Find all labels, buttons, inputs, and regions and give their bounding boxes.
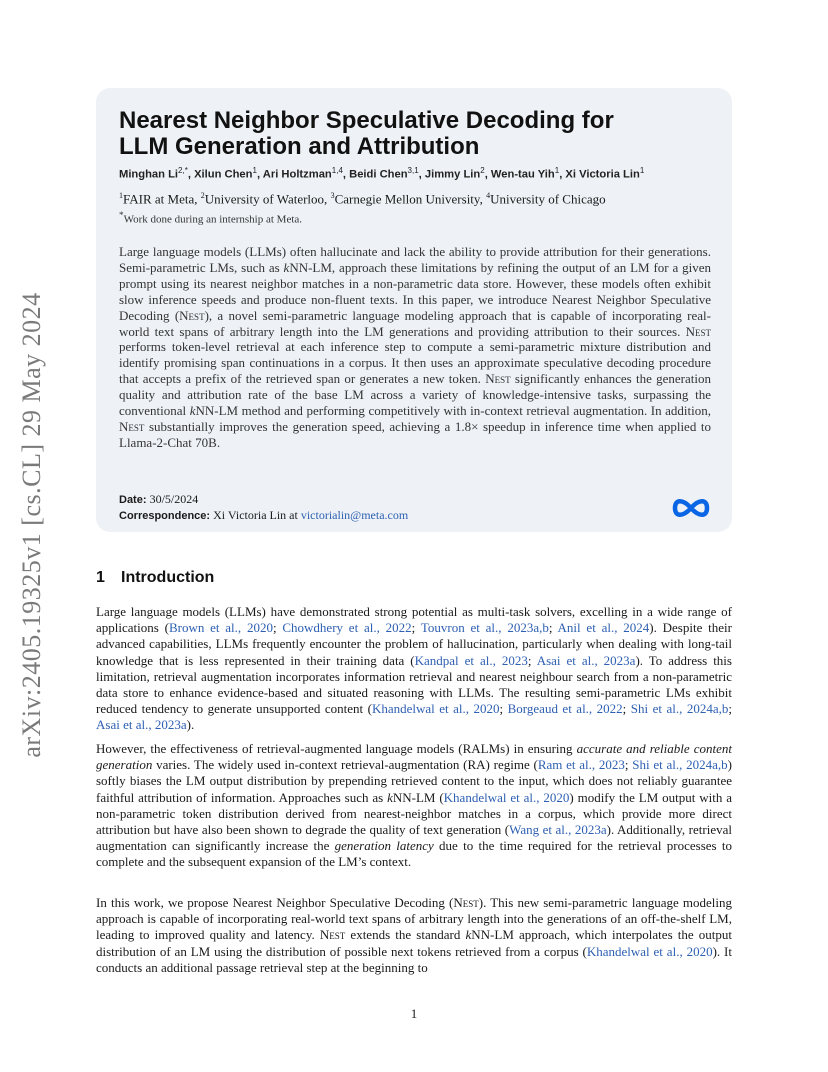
affil-text: Carnegie Mellon University, (334, 191, 487, 207)
affiliations (119, 191, 711, 207)
correspondence-name: Xi Victoria Lin at (213, 508, 301, 522)
author-name: Minghan Li (119, 168, 179, 181)
citation-link[interactable]: Touvron et al., 2023a,b (420, 620, 549, 636)
affil-mark: 4 (486, 191, 491, 200)
citation-link[interactable]: Ram et al., 2023 (537, 757, 625, 773)
affil-mark: 1 (119, 191, 123, 200)
correspondence-label: Correspondence: (119, 510, 211, 522)
correspondence-line (119, 508, 711, 523)
arxiv-identifier (12, 290, 52, 760)
intro-paragraph-2: However, the effectiveness of retrieval-augmented language models (RALMs) in ensuring accurate and reliable content generation varies. The widely used in-context retrieval-augmentation (RA) regime (Ram et al., 2023; Shi et al., 2024a,b) softly biases the LM output distribution by prepending retrieved content to the input, which does not reliably guarantee faithful attribution of information. Approaches such as kNN-LM (Khandelwal et al., 2020) modify the LM output with a non-parametric token distribution derived from nearest-neighbor matches in a corpus, which provide more direct attribution but have also been shown to degrade the quality of text generation (Wang et al., 2023a). Additionally, retrieval augmentation can significantly increase the generation latency due to the time required for the retrieval processes to complete and the subsequent expansion of the LM’s context. (96, 741, 733, 870)
section-number: 1 (96, 569, 105, 586)
date-line (119, 492, 711, 507)
author-affil-mark: 1 (252, 166, 257, 175)
citation-link[interactable]: Asai et al., 2023a (536, 652, 636, 668)
citation-link[interactable]: Chowdhery et al., 2022 (282, 620, 412, 636)
date-value: 30/5/2024 (149, 492, 199, 506)
author-list: Minghan $Li^{2,*}$, Xilun Chen$^1$, Ari Holtzman$^{1,4}$, Beidi Chen$^{3,1}$, Jimmy Lin$^2$, Wen-tau Yih$^1$, Xi Victoria Lin$^1$ (119, 166, 645, 181)
author-name: Ari Holtzman (262, 168, 332, 181)
citation-link[interactable]: Khandelwal et al., 2020 (586, 943, 713, 959)
note-text: Work done during an internship at Meta. (123, 213, 303, 226)
citation-link[interactable]: Brown et al., 2020 (168, 620, 273, 636)
author-affil-mark: 2 (480, 166, 485, 175)
affil-text: University of Waterloo, (204, 191, 331, 207)
author-name: Jimmy Lin (424, 168, 481, 181)
citation-link[interactable]: Anil et al., 2024 (557, 620, 650, 636)
intro-paragraph-3: In this work, we propose Nearest Neighbor Speculative Decoding (Nest). This new semi-parametric language modeling approach is capable of incorporating real-world text spans of arbitrary length into the generations of an off-the-shelf LM, leading to improved quality and latency. Nest extends the standard kNN-LM approach, which interpolates the output distribution of an LM using the distribution of possible next tokens retrieved from a corpus (Khandelwal et al., 2020). It conducts an additional passage retrieval step at the beginning to (96, 895, 733, 975)
author-affil-mark: 3,1 (407, 166, 419, 175)
affil-text: University of Chicago (490, 191, 606, 207)
author-name: Xilun Chen (194, 168, 253, 181)
internship-note (119, 210, 711, 226)
meta-logo-icon (670, 496, 712, 520)
citation-link[interactable]: Borgeaud et al., 2022 (507, 701, 623, 717)
author-name: Beidi Chen (349, 168, 408, 181)
citation-link[interactable]: Wang et al., 2023a (509, 822, 607, 838)
citation-link[interactable]: Khandelwal et al., 2020 (371, 701, 500, 717)
author-name: Wen-tau Yih (490, 168, 555, 181)
author-affil-mark: 2,* (178, 166, 188, 175)
author-affil-mark: 1,4 (331, 166, 343, 175)
affil-text: FAIR at Meta, (123, 191, 201, 207)
section-title: Introduction (121, 569, 215, 586)
affil-mark: 3 (330, 191, 335, 200)
arxiv-identifier-text: arXiv:2405.19325v1 [cs.CL] 29 May 2024 (17, 292, 46, 758)
citation-link[interactable]: Asai et al., 2023a (96, 717, 187, 733)
note-mark: * (119, 210, 124, 220)
author-affil-mark: 1 (554, 166, 560, 175)
correspondence-email-link[interactable]: victorialin@meta.com (300, 508, 409, 522)
intro-paragraph-1: Large language models (LLMs) have demonstrated strong potential as multi-task solvers, excelling in a wide range of applications (Brown et al., 2020; Chowdhery et al., 2022; Touvron et al., 2023a,b; Anil et al., 2024). Despite their advanced capabilities, LLMs frequently encounter the problem of hallucination, particularly when dealing with long-tail knowledge that is less represented in their training data (Kandpal et al., 2023; Asai et al., 2023a). To address this limitation, retrieval augmentation incorporates information retrieval and nearest neighbour search from a non-parametric data store to enhance evidence-based and situated reasoning with LLMs. The resulting semi-parametric LMs exhibit reduced tendency to generate unsupported content (Khandelwal et al., 2020; Borgeaud et al., 2022; Shi et al., 2024a,b; Asai et al., 2023a). (96, 604, 732, 733)
title-line-1: Nearest Neighbor Speculative Decoding for (119, 107, 614, 134)
citation-link[interactable]: Shi et al., 2024a,b (632, 757, 728, 773)
affil-mark: 2 (200, 191, 205, 200)
date-label: Date: (119, 494, 147, 506)
page-number: 1 (410, 1006, 418, 1021)
abstract: Large language models (LLMs) often hallucinate and lack the ability to provide attribution for their generations. Semi-parametric LMs, such as kNN-LM, approach these limitations by refining the output of an LM for a given prompt using its nearest neighbor matches in a non-parametric data store. However, these models often exhibit slow inference speeds and produce non-fluent texts. In this paper, we introduce Nearest Neighbor Speculative Decoding (Nest), a novel semi-parametric language modeling approach that is capable of incorporating real-world text spans of arbitrary length into the LM generations and providing attribution to their sources. Nest performs token-level retrieval at each inference step to compute a semi-parametric mixture distribution and identify promising span continuations in a corpus. It then uses an approximate speculative decoding procedure that accepts a prefix of the retrieved span or generates a new token. Nest significantly enhances the generation quality and attribution rate of the base LM across a variety of knowledge-intensive tasks, surpassing the conventional kNN-LM method and performing competitively with in-context retrieval augmentation. In addition, Nest substantially improves the generation speed, achieving a 1.8× speedup in inference time when applied to Llama-2-Chat 70B. (119, 244, 712, 450)
citation-link[interactable]: Shi et al., 2024a,b (630, 701, 729, 717)
author-affil-mark: 1 (639, 166, 645, 175)
section-heading (96, 569, 214, 587)
title-line-2: LLM Generation and Attribution (119, 133, 480, 160)
citation-link[interactable]: Kandpal et al., 2023 (414, 652, 528, 668)
author-name: Xi Victoria Lin (565, 168, 640, 181)
citation-link[interactable]: Khandelwal et al., 2020 (443, 789, 570, 805)
paper-title (119, 108, 711, 160)
